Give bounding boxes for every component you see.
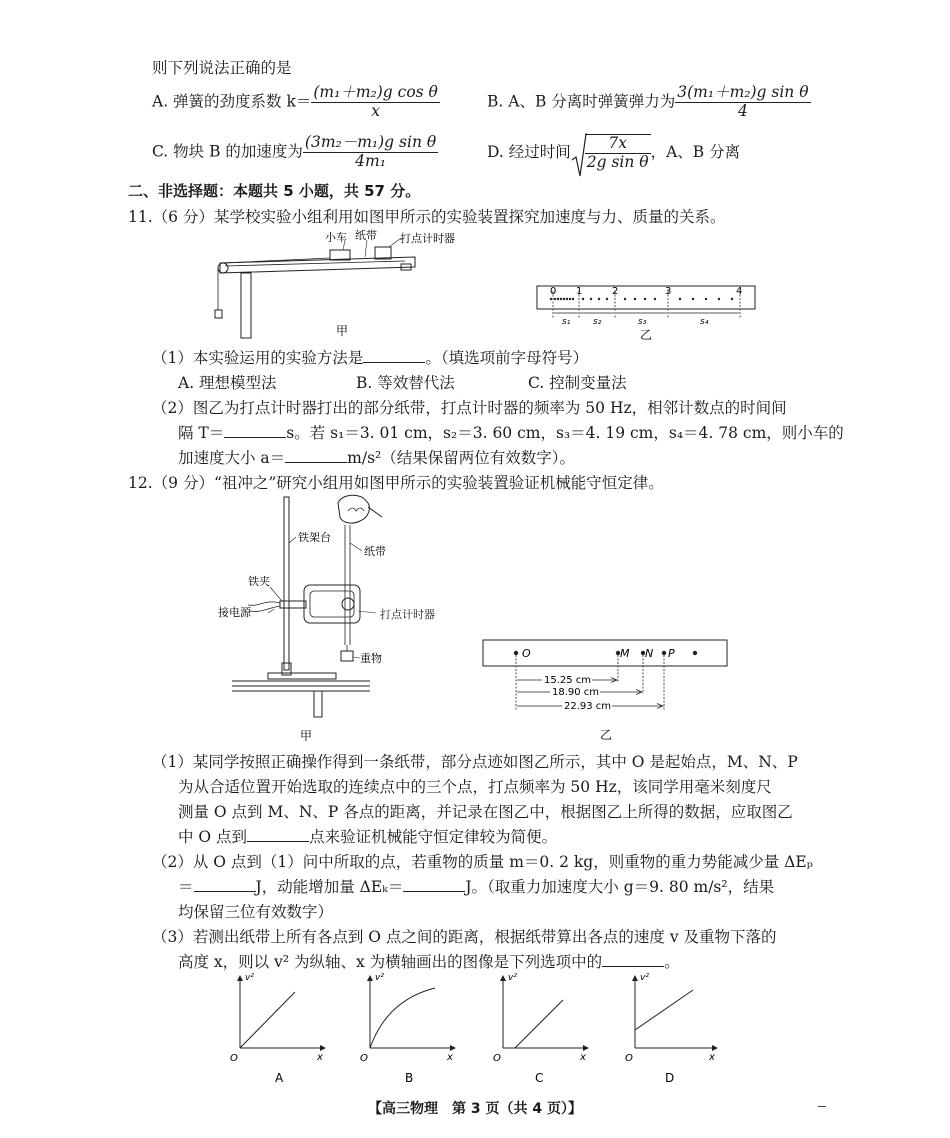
q12-stem: 12.（9 分）“祖冲之”研究小组用如图甲所示的实验装置验证机械能守恒定律。	[128, 474, 664, 492]
q12-tape-label-p: P	[668, 647, 675, 660]
q11-tape-mark-3: 3	[665, 286, 672, 297]
q11-tape-s1: s₁	[562, 317, 571, 327]
q12-tape-point-o	[514, 651, 518, 655]
q11-figure-yi	[535, 283, 760, 343]
graph-b-xlabel: x	[447, 1052, 453, 1063]
graph-c	[493, 973, 588, 1085]
q11-tape-mark-1: 1	[576, 286, 583, 297]
q10-option-d	[487, 134, 740, 172]
graph-d-xlabel: x	[709, 1052, 715, 1063]
q11-option-b: B. 等效替代法	[356, 374, 455, 392]
q10-option-b-label: B. A、B 分离时弹簧弹力为	[487, 92, 676, 111]
q11-label-tape: 纸带	[355, 229, 377, 242]
q12-figure-yi	[480, 638, 735, 743]
footer-mark	[818, 1106, 826, 1107]
q12-part1-line4: 中 O 点到 点来验证机械能守恒定律较为简便。	[178, 828, 558, 846]
q11-tape-dots	[550, 298, 733, 300]
graph-c-ylabel: v²	[508, 973, 517, 983]
graph-a-ylabel: v²	[245, 973, 254, 983]
q11-tape-mark-0: 0	[550, 286, 557, 297]
q10-option-b-fraction: $\frac{\text{3(m₁＋m₂)g sin θ}}{4}$	[677, 83, 809, 120]
q11-tape-s3: s₃	[638, 317, 647, 327]
q11-blank-method[interactable]	[363, 348, 425, 363]
q12-label-weight: 重物	[360, 652, 382, 665]
q10-option-d-tail: ，A、B 分离	[650, 142, 741, 161]
q11-blank-acceleration[interactable]	[285, 448, 347, 463]
q11-label-jia: 甲	[336, 324, 349, 338]
q12-part2-line3: 均保留三位有效数字）	[178, 903, 334, 921]
q12-tape-label-m: M	[620, 647, 630, 660]
q11-part2-line3: 加速度大小 a＝ m/s²（结果保留两位有效数字）。	[178, 449, 576, 467]
page-footer: 【高三物理 第 3 页（共 4 页）】	[368, 1101, 582, 1117]
graph-a-label: A	[275, 1071, 284, 1085]
graph-d-origin: O	[625, 1053, 633, 1064]
q12-blank-kinetic[interactable]	[403, 877, 465, 892]
q11-tape-s4: s₄	[700, 317, 709, 327]
graph-c-xlabel: x	[580, 1052, 586, 1063]
q12-label-tape: 纸带	[364, 545, 386, 558]
q10-option-a	[152, 84, 440, 121]
q12-label-stand: 铁架台	[298, 531, 331, 544]
q11-figure-jia	[205, 228, 455, 343]
q11-part1: （1）本实验运用的实验方法是 。（填选项前字母符号）	[152, 349, 589, 367]
q10-option-c	[152, 134, 438, 171]
q12-blank-potential[interactable]	[194, 877, 256, 892]
q12-tape-label-o: O	[522, 647, 531, 660]
q12-blank-graph[interactable]	[602, 952, 664, 967]
q10-option-c-label: C. 物块 B 的加速度为	[152, 142, 303, 161]
q12-part2-line2: ＝ J，动能增加量 ΔEₖ＝ J。（取重力加速度大小 g＝9. 80 m/s²，结果	[178, 878, 775, 896]
q12-label-power: 接电源	[218, 606, 251, 619]
graph-b-origin: O	[360, 1053, 368, 1064]
q10-option-d-sqrt: $\frac{7x}{\text{2g sin θ}}$	[571, 134, 651, 172]
q11-label-yi: 乙	[640, 328, 653, 342]
q10-option-a-label: A. 弹簧的劲度系数 k＝	[152, 92, 312, 111]
q11-stem: 11.（6 分）某学校实验小组利用如图甲所示的实验装置探究加速度与力、质量的关系。	[128, 208, 726, 226]
q12-label-clamp: 铁夹	[248, 575, 270, 588]
q12-figure-jia	[210, 495, 400, 745]
graph-b-label: B	[405, 1071, 414, 1085]
q11-tape-mark-2: 2	[612, 286, 619, 297]
q11-option-a: A. 理想模型法	[178, 374, 277, 392]
graph-a	[230, 973, 325, 1085]
q11-label-car: 小车	[325, 231, 347, 244]
q12-part3-line2: 高度 x，则以 v² 为纵轴、x 为横轴画出的图像是下列选项中的 。	[178, 953, 680, 971]
q11-option-c: C. 控制变量法	[528, 374, 627, 392]
q10-stem: 则下列说法正确的是	[152, 59, 292, 77]
section-heading: 二、非选择题：本题共 5 小题，共 57 分。	[128, 182, 421, 200]
graph-c-label: C	[535, 1071, 544, 1085]
q12-label-timer-text: 打点计时器	[380, 608, 435, 621]
graph-b	[360, 973, 455, 1085]
q11-tape-mark-4: 4	[736, 286, 743, 297]
q11-label-timer: 打点计时器	[400, 232, 455, 245]
q12-dist-op: 22.93 cm	[564, 701, 612, 712]
q11-blank-period[interactable]	[224, 423, 286, 438]
q10-option-c-fraction: $\frac{\text{(3m₂－m₁)g sin θ}}{\text{4m₁}}$	[304, 133, 437, 170]
sqrt-sign-icon	[571, 132, 587, 178]
q10-option-d-label: D. 经过时间	[487, 142, 571, 161]
q12-label-yi: 乙	[600, 728, 613, 742]
graph-a-xlabel: x	[317, 1052, 323, 1063]
q12-part3-line1: （3）若测出纸带上所有各点到 O 点之间的距离，根据纸带算出各点的速度 v 及重物下落的	[152, 928, 777, 946]
q12-tape-point-p	[662, 651, 666, 655]
q10-option-b	[487, 84, 811, 121]
q12-option-graphs	[225, 970, 725, 1090]
q11-part2-line1: （2）图乙为打点计时器打出的部分纸带，打点计时器的频率为 50 Hz，相邻计数点的时间间	[152, 399, 787, 417]
q12-dist-on: 18.90 cm	[552, 687, 600, 698]
q11-tape-s2: s₂	[593, 317, 602, 327]
q11-part2-line2: 隔 T＝ s。若 s₁＝3. 01 cm，s₂＝3. 60 cm，s₃＝4. 19 cm，s₄＝4. 78 cm，则小车的	[178, 424, 844, 442]
graph-d-label: D	[665, 1071, 675, 1085]
q12-part1-line1: （1）某同学按照正确操作得到一条纸带，部分点迹如图乙所示，其中 O 是起始点，M、N、P	[152, 753, 798, 771]
graph-c-origin: O	[493, 1053, 501, 1064]
q12-blank-point[interactable]	[247, 827, 309, 842]
q12-dist-om: 15.25 cm	[544, 675, 592, 686]
graph-d-ylabel: v²	[640, 973, 649, 983]
q12-label-jia: 甲	[300, 729, 313, 743]
q12-part1-line2: 为从合适位置开始选取的连续点中的三个点，打点频率为 50 Hz，该同学用毫米刻度尺	[178, 778, 772, 796]
q12-tape-label-n: N	[645, 647, 654, 660]
q10-option-a-fraction: $\frac{\text{(m₁＋m₂)g cos θ}}{x}$	[313, 83, 438, 120]
q12-part2-line1: （2）从 O 点到（1）问中所取的点，若重物的质量 m＝0. 2 kg，则重物的重力势能减少量 ΔEₚ	[152, 853, 813, 871]
q12-part1-line3: 测量 O 点到 M、N、P 各点的距离，并记录在图乙中，根据图乙上所得的数据，应取图乙	[178, 803, 793, 821]
graph-b-ylabel: v²	[375, 973, 384, 983]
graph-a-origin: O	[230, 1053, 238, 1064]
graph-d	[625, 973, 717, 1085]
q12-tape-point-extra	[693, 651, 697, 655]
